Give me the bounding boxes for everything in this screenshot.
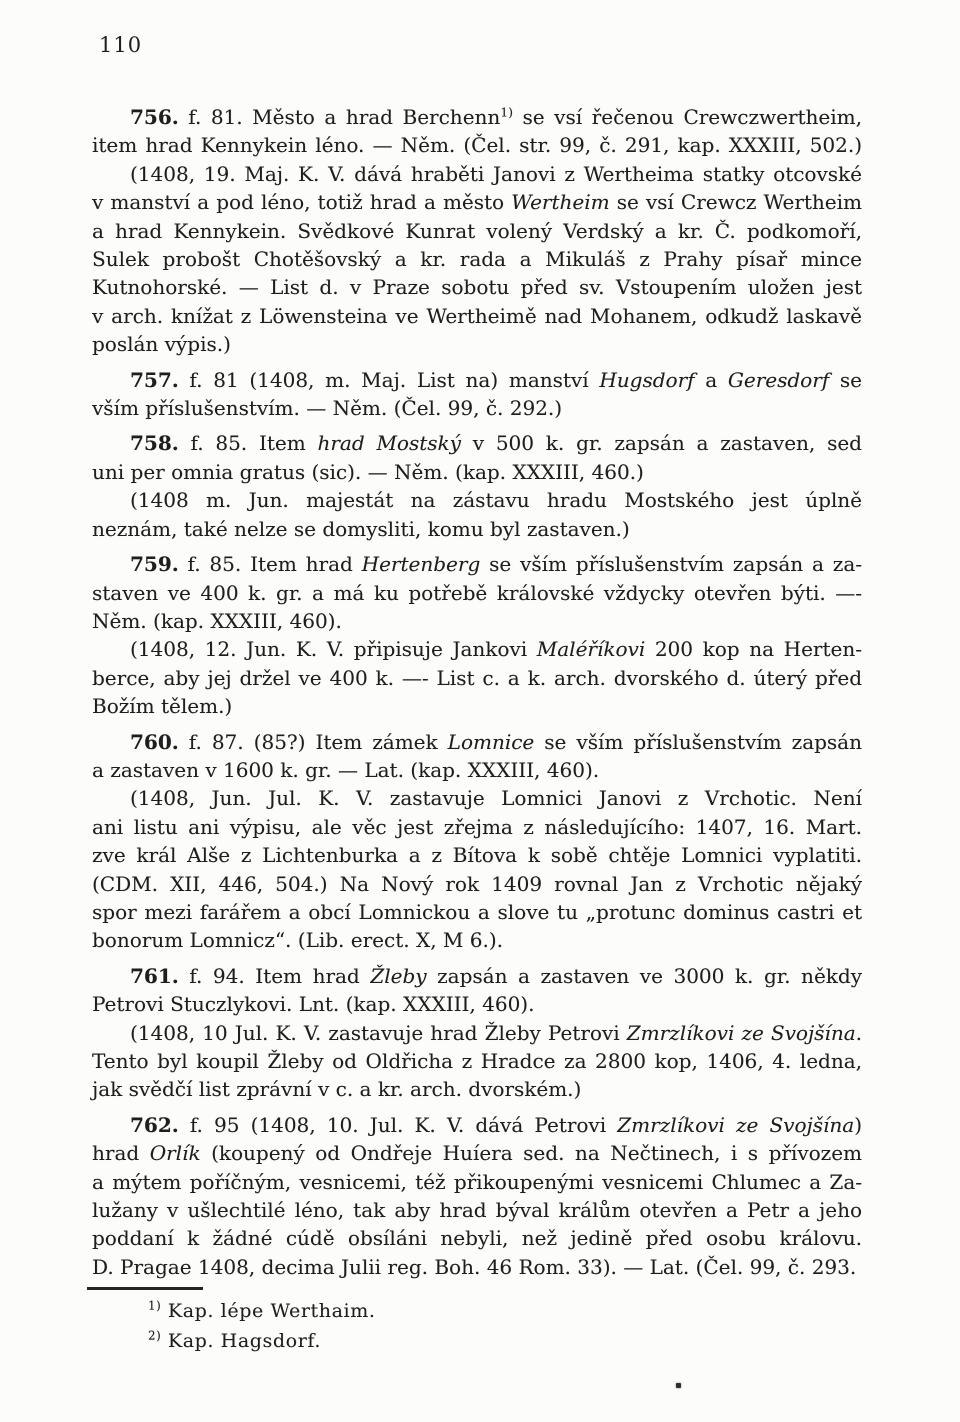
entry-number: 758. <box>130 431 179 456</box>
text-run: lužany v ušlechtilé léno, tak aby hrad býval králům otevřen a Petr a jeho <box>92 1198 862 1223</box>
text-line <box>92 898 862 926</box>
entry-number: 756. <box>130 105 179 129</box>
text-line <box>92 926 862 954</box>
text-run: neznám, také nelze se domysliti, komu byl zastaven.) <box>92 516 630 541</box>
text-line <box>92 990 862 1018</box>
entry-761 <box>92 962 862 1104</box>
text-run: f. 85. Item hrad <box>178 552 362 577</box>
text-line <box>92 1196 862 1224</box>
italic-name: Lomnice <box>447 729 535 754</box>
text-line <box>92 1139 862 1167</box>
text-run: (1408, 10 Jul. K. V. zastavuje hrad Žleby Petrovi <box>130 1020 627 1045</box>
text-line <box>92 394 862 422</box>
text-run: f. 95 (1408, 10. Jul. K. V. dává Petrovi <box>178 1112 618 1137</box>
entry-number: 761. <box>130 963 179 988</box>
text-line <box>92 458 862 486</box>
text-run: se vším příslušenstvím zapsán a za- <box>480 552 862 577</box>
text-line <box>92 1253 862 1281</box>
entry-762 <box>92 1111 862 1281</box>
text-run: item hrad Kennykein léno. — Něm. (Čel. str. 99, č. 291, kap. XXXIII, 502.) <box>92 133 862 158</box>
text-run: se vsí řečenou Crewczwertheim, <box>513 105 862 129</box>
text-line <box>92 1168 862 1196</box>
text-run: uni per omnia gratus (sic). — Něm. (kap. XXXIII, 460.) <box>92 459 644 484</box>
text-line <box>92 692 862 720</box>
footnote-marker: 1) <box>500 104 514 120</box>
text-run: (1408, Jun. Jul. K. V. zastavuje Lomnici Janovi z Vrchotic. Není <box>130 786 862 811</box>
page-number: 110 <box>99 33 143 57</box>
text-line <box>92 756 862 784</box>
entry-number: 759. <box>130 552 179 577</box>
italic-name: Zmrzlíkovi ze Svojšína <box>617 1112 855 1137</box>
footnote-separator-rule <box>87 1287 203 1290</box>
text-run: Něm. (kap. XXXIII, 460). <box>92 608 342 633</box>
text-run: spor mezi farářem a obcí Lomnickou a slove tu „protunc dominus castri et <box>92 899 862 924</box>
text-line <box>92 664 862 692</box>
footnote-line <box>92 1296 862 1326</box>
text-run: berce, aby jej držel ve 400 k. —- List c. a k. arch. dvorského d. úterý před <box>92 665 862 690</box>
text-run: Kutnohorské. — List d. v Praze sobotu před sv. Vstoupením uložen jest <box>92 275 862 300</box>
text-line <box>92 103 862 131</box>
text-run: f. 87. (85?) Item zámek <box>178 729 448 754</box>
text-run: f. 85. Item <box>178 431 318 456</box>
text-run: ) <box>854 1112 862 1137</box>
text-run: Kap. lépe Werthaim. <box>161 1300 376 1323</box>
footnote-block <box>92 1287 862 1356</box>
text-line <box>92 870 862 898</box>
text-run: Božím tělem.) <box>92 694 233 719</box>
text-run: se vším příslušenstvím zapsán <box>534 729 862 754</box>
entry-757 <box>92 366 862 423</box>
text-line <box>92 486 862 514</box>
italic-name: Hertenberg <box>361 552 481 577</box>
text-line <box>92 217 862 245</box>
text-run: se <box>829 367 863 392</box>
italic-name: Žleby <box>370 963 427 988</box>
text-run: a hrad Kennykein. Svědkové Kunrat volený Verdský a kr. Č. podkomoří, <box>92 218 862 243</box>
text-run: zve král Alše z Lichtenburka a z Bítova k sobě chtěje Lomnici vyplatiti. <box>92 843 862 868</box>
text-run: Sulek probošt Chotěšovský a kr. rada a Mikuláš z Prahy písař mince <box>92 247 862 272</box>
entry-number: 760. <box>130 729 179 754</box>
text-run: f. 81 (1408, m. Maj. List na) manství <box>178 367 600 392</box>
text-run: Tento byl koupil Žleby od Oldřicha z Hradce za 2800 kop, 1406, 4. ledna, <box>92 1049 862 1073</box>
entry-number: 762. <box>130 1112 179 1137</box>
footnotes <box>92 1296 862 1356</box>
text-run: D. Pragae 1408, decima Julii reg. Boh. 46 Rom. 33). — Lat. (Čel. 99, č. 293. <box>92 1254 857 1279</box>
text-run: se vsí Crewcz Wertheim <box>609 190 862 215</box>
italic-name: Wertheim <box>511 190 610 215</box>
italic-name: Zmrzlíkovi ze Svojšína <box>626 1020 856 1045</box>
text-line <box>92 607 862 635</box>
text-run: ani listu ani výpisu, ale věc jest zřejma z následujícího: 1407, 16. Mart. <box>92 814 862 839</box>
text-run: f. 81. Město a hrad Berchenn <box>178 105 501 129</box>
text-line <box>92 1047 862 1075</box>
text-line <box>92 188 862 216</box>
italic-name: Orlík <box>149 1141 201 1166</box>
text-run: (koupený od Ondřeje Huíera sed. na Nečtinech, i s přívozem <box>200 1141 863 1166</box>
text-line <box>92 813 862 841</box>
text-line <box>92 245 862 273</box>
text-run: (1408, 12. Jun. K. V. připisuje Jankovi <box>130 637 537 662</box>
entry-number: 757. <box>130 367 179 392</box>
text-run: a zastaven v 1600 k. gr. — Lat. (kap. XXXIII, 460). <box>92 757 600 782</box>
text-run: jak svědčí list zprávní v c. a kr. arch. dvorském.) <box>92 1077 582 1102</box>
entry-756 <box>92 103 862 359</box>
text-line <box>92 1224 862 1252</box>
text-run: poslán výpis.) <box>92 332 231 357</box>
text-run: poddaní k žádné cúdě obsíláni nebyli, než jedině před osobu královu. <box>92 1226 862 1251</box>
text-block <box>92 103 862 1356</box>
text-line <box>92 302 862 330</box>
text-line <box>92 728 862 756</box>
text-run: . <box>855 1020 862 1045</box>
text-run: (CDM. XII, 446, 504.) Na Nový rok 1409 rovnal Jan z Vrchotic nějaký <box>92 871 862 896</box>
text-run: (1408 m. Jun. majestát na zástavu hradu Mostského jest úplně <box>130 488 862 513</box>
text-run: Kap. Hagsdorf. <box>161 1330 321 1353</box>
italic-name: hrad Mostský <box>317 431 461 456</box>
text-line <box>92 273 862 301</box>
text-run: hrad <box>92 1141 150 1166</box>
text-run: 200 kop na Herten- <box>645 637 862 662</box>
text-run: staven ve 400 k. gr. a má ku potřebě královské vždycky otevřen býti. —- <box>92 580 862 605</box>
text-line <box>92 784 862 812</box>
text-run: zapsán a zastaven ve 3000 k. gr. někdy <box>426 963 862 988</box>
footnote-line <box>92 1326 862 1356</box>
text-line <box>92 330 862 358</box>
text-run: v 500 k. gr. zapsán a zastaven, sed <box>460 431 862 456</box>
italic-name: Hugsdorf <box>599 367 695 392</box>
text-line <box>92 429 862 457</box>
text-run: a <box>694 367 728 392</box>
text-run: v arch. knížat z Löwensteina ve Wertheimě nad Mohanem, odkudž laskavě <box>92 303 862 328</box>
text-run: f. 94. Item hrad <box>178 963 371 988</box>
text-run: (1408, 19. Maj. K. V. dává hraběti Janovi z Wertheima statky otcovské <box>130 161 862 186</box>
text-line <box>92 515 862 543</box>
text-run: vším příslušenstvím. — Něm. (Čel. 99, č. 292.) <box>92 396 563 421</box>
text-line <box>92 366 862 394</box>
text-line <box>92 1111 862 1139</box>
text-line <box>92 841 862 869</box>
scan-artifact-dot <box>676 1383 681 1388</box>
text-line <box>92 962 862 990</box>
text-line <box>92 1075 862 1103</box>
text-run: Petrovi Stuczlykovi. Lnt. (kap. XXXIII, 460). <box>92 992 535 1017</box>
text-line <box>92 550 862 578</box>
text-line <box>92 579 862 607</box>
text-line <box>92 635 862 663</box>
text-line <box>92 160 862 188</box>
italic-name: Maléříkovi <box>536 637 646 662</box>
text-line <box>92 1019 862 1047</box>
text-run: bonorum Lomnicz“. (Lib. erect. X, M 6.). <box>92 928 503 953</box>
footnote-marker: 1) <box>148 1298 162 1313</box>
entry-759 <box>92 550 862 720</box>
italic-name: Geresdorf <box>727 367 830 392</box>
text-run: a mýtem poříčným, vesnicemi, též přikoupenými vesnicemi Chlumec a Za- <box>92 1169 862 1194</box>
entry-758 <box>92 429 862 543</box>
footnote-marker: 2) <box>148 1328 162 1343</box>
entry-760 <box>92 728 862 955</box>
entries-container <box>92 103 862 1281</box>
text-run: v manství a pod léno, totiž hrad a město <box>92 190 512 215</box>
text-line <box>92 131 862 159</box>
